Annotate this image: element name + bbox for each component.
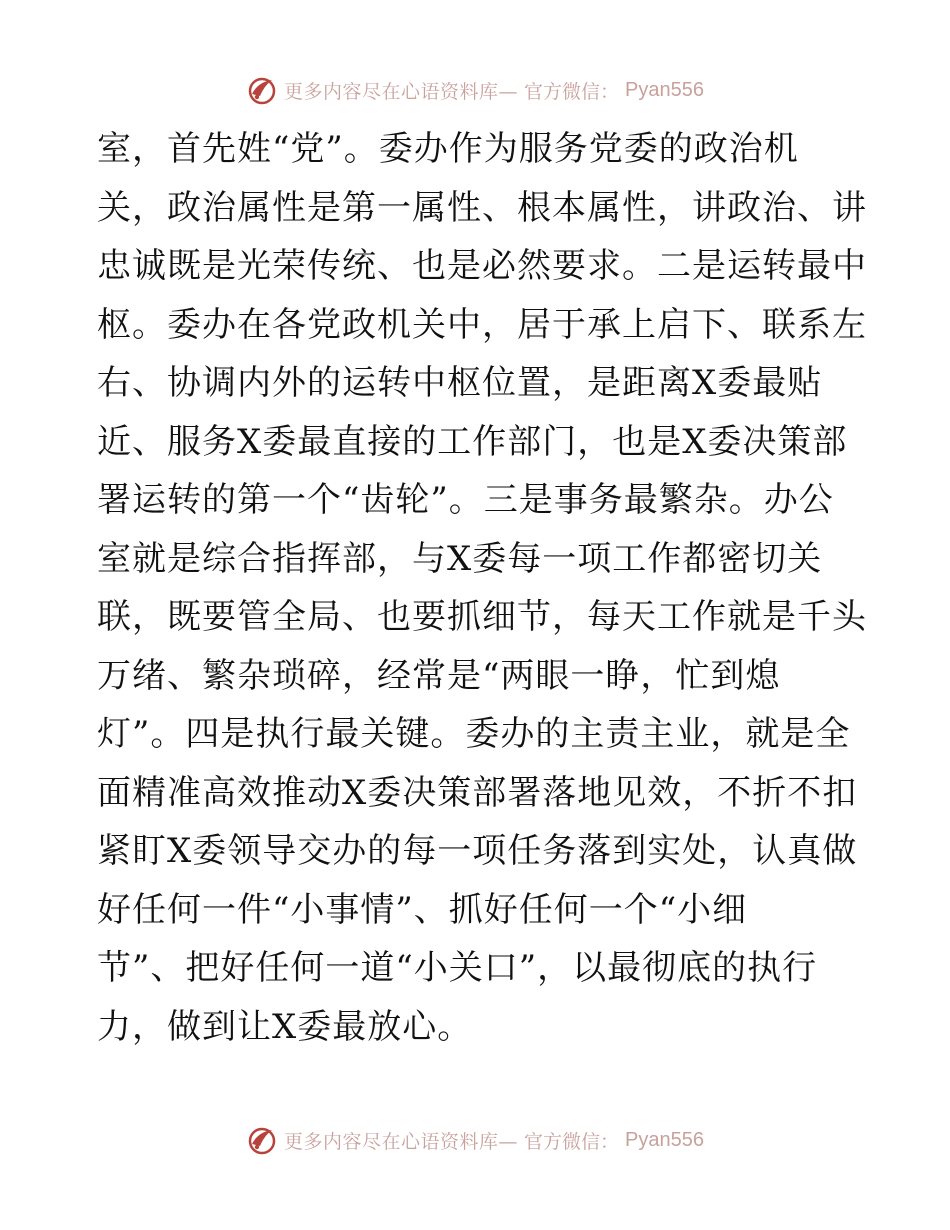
brush-logo-icon <box>246 74 278 106</box>
text-line: 节”、把好任何一道“小关口”，以最彻底的执行 <box>97 948 818 988</box>
text-line: 室，首先姓“党”。委办作为服务党委的政治机 <box>97 129 799 169</box>
text-line: 力，做到让X委最放心。 <box>97 1006 473 1047</box>
footer-banner <box>0 1120 950 1160</box>
header-banner <box>0 70 950 110</box>
header-wechat-id: Pyan556 <box>625 78 704 101</box>
text-line: 枢。委办在各党政机关中，居于承上启下、联系左 <box>97 304 867 345</box>
text-line: 近、服务X委最直接的工作部门，也是X委决策部 <box>97 421 848 462</box>
document-body <box>97 120 867 1056</box>
text-line: 紧盯X委领导交办的每一项任务落到实处，认真做 <box>97 831 858 871</box>
text-line: 万绪、繁杂琐碎，经常是“两眼一睁，忙到熄 <box>97 655 781 696</box>
text-line: 室就是综合指挥部，与X委每一项工作都密切关 <box>97 538 823 579</box>
text-line: 联，既要管全局、也要抓细节，每天工作就是千头 <box>97 597 867 637</box>
header-wechat-label: 官方微信： <box>524 80 620 103</box>
text-line: 右、协调内外的运转中枢位置，是距离X委最贴 <box>97 363 823 403</box>
text-line: 面精准高效推动X委决策部署落地见效，不折不扣 <box>97 772 858 813</box>
text-line: 好任何一件“小事情”、抓好任何一个“小细 <box>97 889 748 930</box>
text-line: 忠诚既是光荣传统、也是必然要求。二是运转最中 <box>97 246 867 286</box>
text-line: 灯”。四是执行最关键。委办的主责主业，就是全 <box>97 714 851 754</box>
text-line: 关，政治属性是第一属性、根本属性，讲政治、讲 <box>97 187 867 228</box>
footer-wechat-label: 官方微信： <box>524 1130 620 1153</box>
footer-wechat-id: Pyan556 <box>625 1128 704 1151</box>
header-banner-text: 更多内容尽在心语资料库— <box>284 80 519 103</box>
footer-banner-text: 更多内容尽在心语资料库— <box>284 1130 519 1153</box>
text-line: 署运转的第一个“齿轮”。三是事务最繁杂。办公 <box>97 480 834 520</box>
brush-logo-icon <box>246 1124 278 1156</box>
